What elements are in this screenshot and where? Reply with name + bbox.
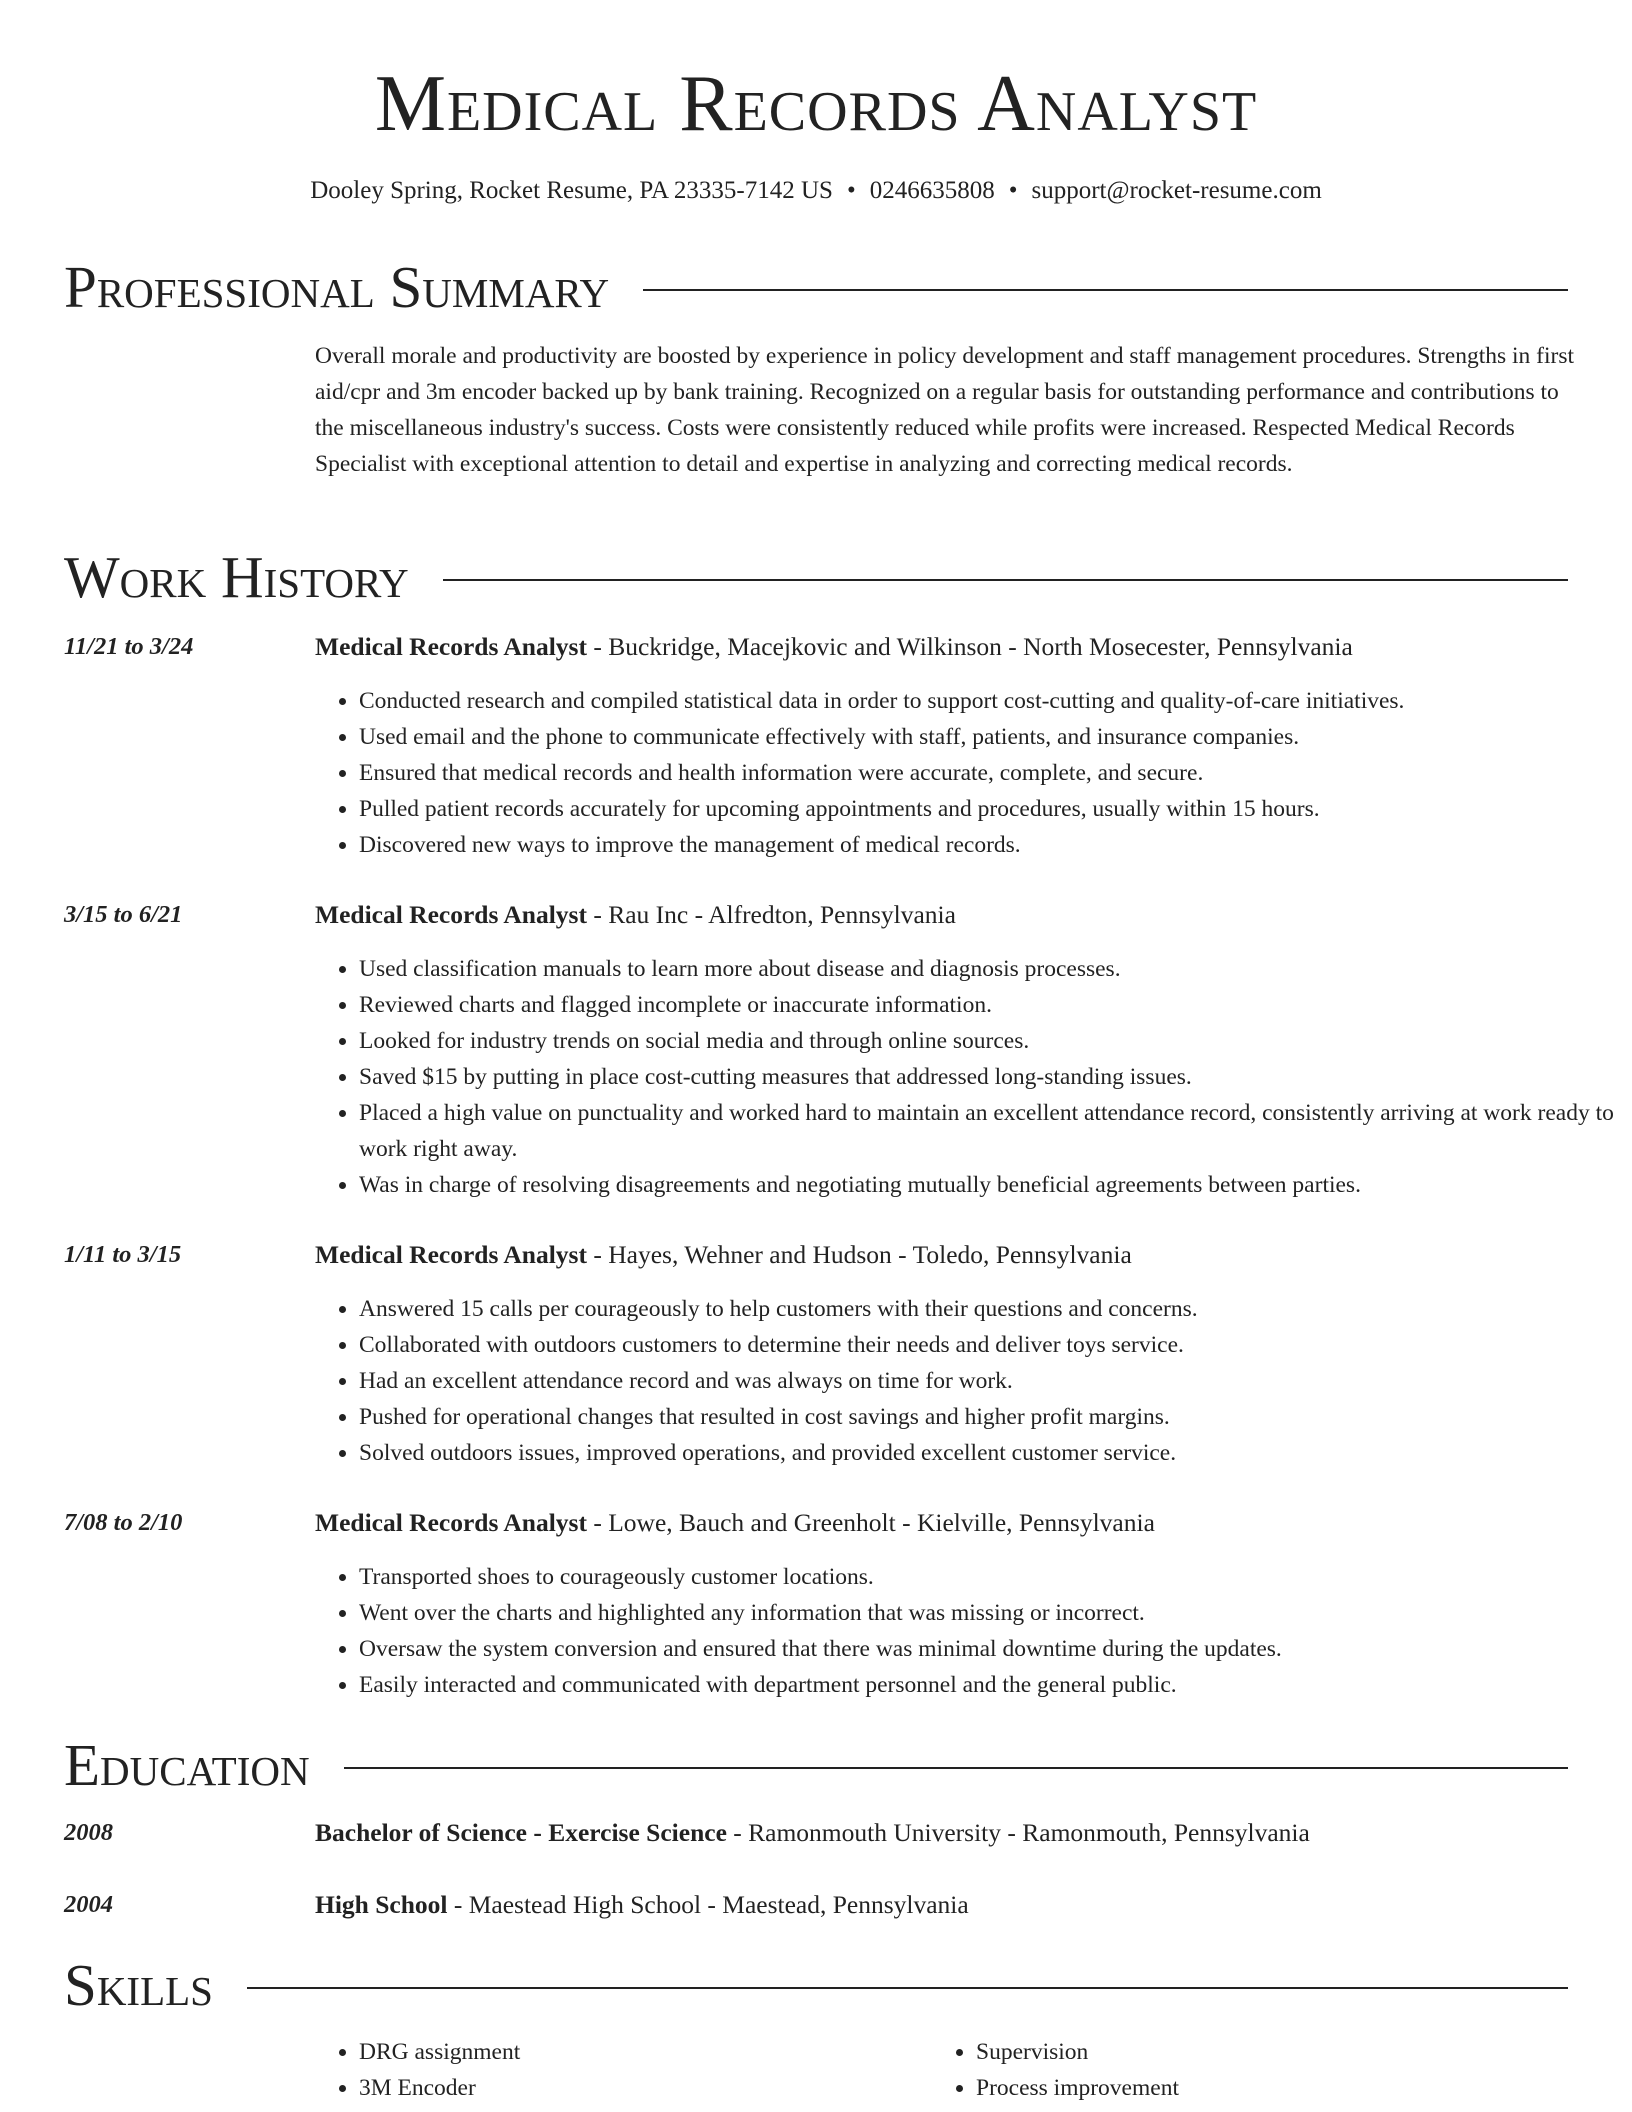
contact-line xyxy=(0,174,1632,208)
job-bullets xyxy=(315,683,1619,863)
job-bullet: • Had an excellent attendance record and was always on time for work. xyxy=(359,1363,1619,1399)
job-bullets xyxy=(315,1291,1619,1471)
skill-item: • Supervision xyxy=(976,2034,1536,2070)
section-title-education: Education xyxy=(64,1732,310,1798)
section-divider xyxy=(643,289,1568,291)
job-bullet: • Placed a high value on punctuality and worked hard to maintain an excellent attendance record, consistently arriving at work ready to work right away. xyxy=(359,1095,1619,1167)
summary-section-header xyxy=(64,255,1568,319)
education-year: 2008 xyxy=(64,1819,113,1846)
job-title: Medical Records Analyst xyxy=(315,632,587,661)
education-year: 2004 xyxy=(64,1891,113,1918)
education-school: - Ramonmouth University - Ramonmouth, Pennsylvania xyxy=(726,1818,1310,1847)
section-title-summary: Professional Summary xyxy=(64,254,610,320)
job-bullet: • Answered 15 calls per courageously to help customers with their questions and concerns. xyxy=(359,1291,1619,1327)
job-dates: 3/15 to 6/21 xyxy=(64,901,183,928)
skills-section-header xyxy=(64,1953,1568,2017)
education-role xyxy=(315,1816,1310,1850)
section-divider xyxy=(344,1767,1568,1769)
skill-item: • Process improvement xyxy=(976,2070,1536,2106)
job-bullet: • Conducted research and compiled statistical data in order to support cost-cutting and quality-of-care initiatives. xyxy=(359,683,1619,719)
contact-address: Dooley Spring, Rocket Resume, PA 23335-7142 US xyxy=(310,177,833,204)
skills-list-right xyxy=(932,2034,1536,2106)
education-section-header xyxy=(64,1733,1568,1797)
work-section-header xyxy=(64,545,1568,609)
job-bullet: • Was in charge of resolving disagreements and negotiating mutually beneficial agreements between parties. xyxy=(359,1167,1619,1203)
contact-separator: • xyxy=(1008,177,1018,204)
job-bullet: • Oversaw the system conversion and ensured that there was minimal downtime during the updates. xyxy=(359,1631,1619,1667)
job-employer: - Rau Inc - Alfredton, Pennsylvania xyxy=(586,900,956,929)
resume-name: Medical Records Analyst xyxy=(374,60,1258,148)
job-employer: - Hayes, Wehner and Hudson - Toledo, Pennsylvania xyxy=(586,1240,1132,1269)
job-dates: 7/08 to 2/10 xyxy=(64,1509,183,1536)
skill-item: • 3M Encoder xyxy=(359,2070,919,2106)
job-bullet: • Saved $15 by putting in place cost-cutting measures that addressed long-standing issues. xyxy=(359,1059,1619,1095)
education-degree: High School xyxy=(315,1890,448,1919)
job-title: Medical Records Analyst xyxy=(315,1240,587,1269)
contact-phone: 0246635808 xyxy=(869,177,995,204)
job-bullet: • Transported shoes to courageously customer locations. xyxy=(359,1559,1619,1595)
education-role xyxy=(315,1888,969,1922)
job-bullet: • Ensured that medical records and health information were accurate, complete, and secure. xyxy=(359,755,1619,791)
job-bullet: • Pulled patient records accurately for upcoming appointments and procedures, usually within 15 hours. xyxy=(359,791,1619,827)
contact-email: support@rocket-resume.com xyxy=(1031,177,1322,204)
education-school: - Maestead High School - Maestead, Pennsylvania xyxy=(447,1890,969,1919)
job-dates: 1/11 to 3/15 xyxy=(64,1241,182,1268)
job-bullet: • Looked for industry trends on social media and through online sources. xyxy=(359,1023,1619,1059)
summary-text: Overall morale and productivity are boosted by experience in policy development and staff management procedures. Strengths in first aid/cpr and 3m encoder backed up by bank training. Recognized on a regular basis for outstanding performance and contributions to the miscellaneous industry's success. Costs were consistently reduced while profits were increased. Respected Medical Records Specialist with exceptional attention to detail and expertise in analyzing and correcting medical records. xyxy=(315,343,1575,477)
job-role xyxy=(315,630,1353,664)
job-role xyxy=(315,1506,1155,1540)
job-bullets xyxy=(315,951,1619,1203)
job-role xyxy=(315,1238,1132,1272)
job-employer: - Lowe, Bauch and Greenholt - Kielville, Pennsylvania xyxy=(586,1508,1155,1537)
skill-item: • DRG assignment xyxy=(359,2034,919,2070)
contact-separator: • xyxy=(846,177,856,204)
job-bullet: • Pushed for operational changes that resulted in cost savings and higher profit margins. xyxy=(359,1399,1619,1435)
job-employer: - Buckridge, Macejkovic and Wilkinson - North Mosecester, Pennsylvania xyxy=(586,632,1353,661)
job-title: Medical Records Analyst xyxy=(315,1508,587,1537)
job-bullets xyxy=(315,1559,1619,1703)
skills-list-left xyxy=(315,2034,919,2106)
job-bullet: • Solved outdoors issues, improved operations, and provided excellent customer service. xyxy=(359,1435,1619,1471)
job-bullet: • Went over the charts and highlighted any information that was missing or incorrect. xyxy=(359,1595,1619,1631)
section-divider xyxy=(247,1987,1568,1989)
job-role xyxy=(315,898,956,932)
section-title-work: Work History xyxy=(64,544,409,610)
education-degree: Bachelor of Science - Exercise Science xyxy=(315,1818,727,1847)
section-title-skills: Skills xyxy=(64,1952,213,2018)
job-title: Medical Records Analyst xyxy=(315,900,587,929)
job-bullet: • Used classification manuals to learn more about disease and diagnosis processes. xyxy=(359,951,1619,987)
job-bullet: • Easily interacted and communicated with department personnel and the general public. xyxy=(359,1667,1619,1703)
job-bullet: • Used email and the phone to communicate effectively with staff, patients, and insurance companies. xyxy=(359,719,1619,755)
job-bullet: • Collaborated with outdoors customers to determine their needs and deliver toys service. xyxy=(359,1327,1619,1363)
job-bullet: • Reviewed charts and flagged incomplete or inaccurate information. xyxy=(359,987,1619,1023)
job-bullet: • Discovered new ways to improve the management of medical records. xyxy=(359,827,1619,863)
section-divider xyxy=(443,579,1568,581)
job-dates: 11/21 to 3/24 xyxy=(64,633,194,660)
